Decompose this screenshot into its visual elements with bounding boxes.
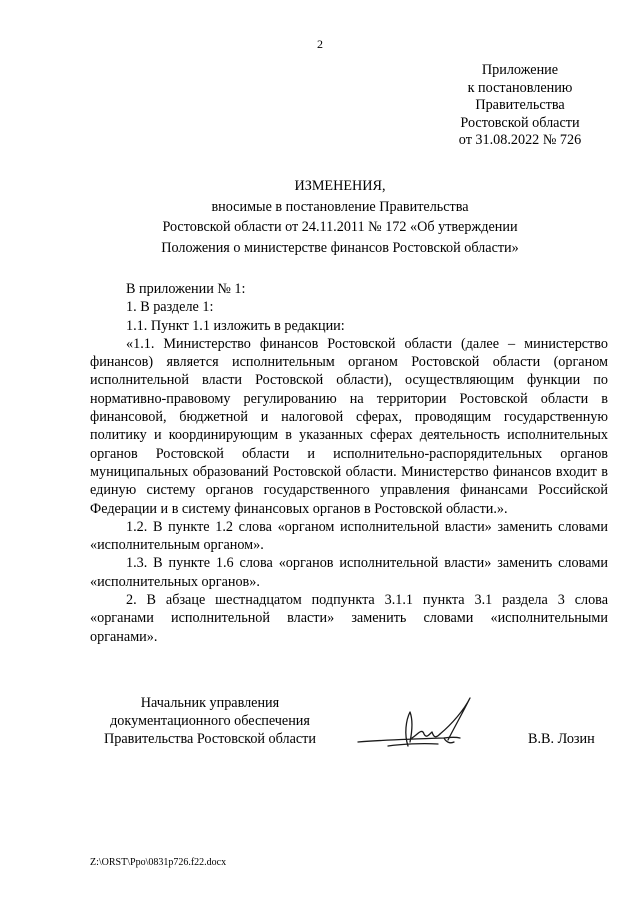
title-line: Положения о министерстве финансов Ростовской области»	[161, 239, 519, 256]
item-1-3: 1.3. В пункте 1.6 слова «органов исполнительной власти» заменить словами «исполнительных органов».	[90, 555, 608, 590]
page-number: 2	[317, 37, 323, 51]
item-1-2: 1.2. В пункте 1.2 слова «органом исполнительной власти» заменить словами «исполнительным органом».	[90, 518, 608, 554]
appendix-line: Ростовской области	[460, 114, 580, 131]
title-line: вносимые в постановление Правительства	[211, 198, 469, 215]
item-1-1-text: «1.1. Министерство финансов Ростовской области (далее – министерство финансов) является исполнительным органом Ростовской области (органом исполнительной власти Ростовской области), осуществляющим функции по нормативно-правовому регулированию на территории Ростовской области в финансовой, бюджетной и налоговой сферах, проводящим государственную политику и координирующим в указанных сферах деятельность исполнительных органов Ростовской области и исполнительно-распорядительных органов муниципальных образований Ростовской области. Министерство финансов входит в единую систему органов государственного управления финансами Российской Федерации и в систему финансовых органов в Ростовской области.».	[90, 335, 608, 517]
appendix-line: от 31.08.2022 № 726	[458, 132, 582, 149]
appendix-line: к постановлению	[467, 79, 573, 96]
item-1-1-intro: 1.1. Пункт 1.1 изложить в редакции:	[126, 317, 345, 334]
document-body	[90, 280, 608, 646]
title-line: Ростовской области от 24.11.2011 № 172 «Об утверждении	[162, 219, 518, 236]
appendix-line: Приложение	[481, 62, 559, 78]
appendix-line: Правительства	[475, 97, 565, 114]
signatory-name: В.В. Лозин	[528, 731, 595, 747]
file-path: Z:\ORST\Ppo\0831p726.f22.docx	[90, 857, 227, 868]
position-line: Правительства Ростовской области	[104, 731, 316, 747]
handwritten-signature	[352, 694, 472, 764]
section-1: 1. В разделе 1:	[126, 299, 214, 316]
title-heading: ИЗМЕНЕНИЯ,	[294, 178, 386, 194]
appendix-header	[440, 62, 600, 150]
document-title	[120, 176, 560, 258]
position-line: Начальник управления	[140, 695, 280, 711]
item-2: 2. В абзаце шестнадцатом подпункта 3.1.1 пункта 3.1 раздела 3 слова «органами исполнительной власти» заменить словами «исполнительными органами».	[90, 592, 608, 645]
signatory-position	[90, 694, 330, 748]
position-line: документационного обеспечения	[110, 713, 310, 729]
body-intro: В приложении № 1:	[126, 281, 246, 297]
